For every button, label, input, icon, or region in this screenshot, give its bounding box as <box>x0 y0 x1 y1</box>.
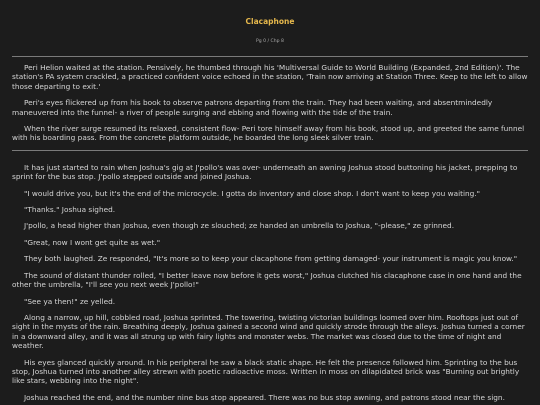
chapter-title: Clacaphone <box>245 17 295 26</box>
paragraph: Peri's eyes flickered up from his book to observe patrons departing from the train. They had been waiting, and absentmindedly maneuvered into the funnel- a river of people surging and ebbing and flowing with the tide of the train. <box>12 98 493 117</box>
page-chapter-indicator: Pg 0 / Chp 8 <box>256 39 284 44</box>
section-one <box>12 57 528 143</box>
paragraph: When the river surge resumed its relaxed, consistent flow- Peri tore himself away from his book, stood up, and greeted the same funnel with his boarding pass. From the concrete platform outside, he boarded the long sleek silver train. <box>12 124 525 143</box>
paragraph: Joshua reached the end, and the number nine bus stop appeared. There was no bus stop awning, and patrons stood near the sign. <box>24 392 505 402</box>
chapter-content <box>0 57 540 402</box>
section-divider <box>12 150 528 151</box>
paragraph: Along a narrow, up hill, cobbled road, Joshua sprinted. The towering, twisting victorian buildings loomed over him. Rooftops just out of sight in the mysts of the rain. Breathing deeply, Joshua gained a second wind and quickly strode through the alleys. Joshua turned a corner in a downward alley, and it was all strung up with fairy lights and monster webs. The market was closed due to the time of night and weather. <box>12 312 525 351</box>
paragraph: "See ya then!" ze yelled. <box>24 296 116 306</box>
paragraph: "I would drive you, but it's the end of the microcycle. I gotta do inventory and close shop. I don't want to keep you waiting." <box>24 188 481 198</box>
paragraph: Peri Helion waited at the station. Pensively, he thumbed through his 'Multiversal Guide to World Building (Expanded, 2nd Edition)'. The station's PA system crackled, a practiced confident voice echoed in the station, 'Train now arriving at Station Three. Keep to the left to allow those departing to exit.' <box>12 63 528 91</box>
paragraph: "Thanks." Joshua sighed. <box>24 205 116 215</box>
paragraph: They both laughed. Ze responded, "It's more so to keep your clacaphone from getting damaged- your instrument is magic you know." <box>24 254 518 264</box>
paragraph: His eyes glanced quickly around. In his peripheral he saw a black static shape. He felt the presence followed him. Sprinting to the bus stop, Joshua turned into another alley strewn with poetic radioactive moss. Written in moss on dilapidated brick was "Burning out brightly like stars, webbing into the night". <box>12 357 520 386</box>
paragraph: "Great, now I wont get quite as wet." <box>24 237 161 247</box>
paragraph: It has just started to rain when Joshua's gig at J'pollo's was over- underneath an awning Joshua stood buttoning his jacket, prepping to sprint for the bus stop. J'pollo stepped outside and joined Joshua. <box>12 162 518 182</box>
paragraph: J'pollo, a head higher than Joshua, even though ze slouched; ze handed an umbrella to Joshua, "-please," ze grinned. <box>24 221 455 231</box>
paragraph: The sound of distant thunder rolled, "I better leave now before it gets worst," Joshua clutched his clacaphone case in one hand and the other the umbrella, "I'll see you next week J'pollo!" <box>12 270 522 290</box>
section-two <box>12 157 528 402</box>
